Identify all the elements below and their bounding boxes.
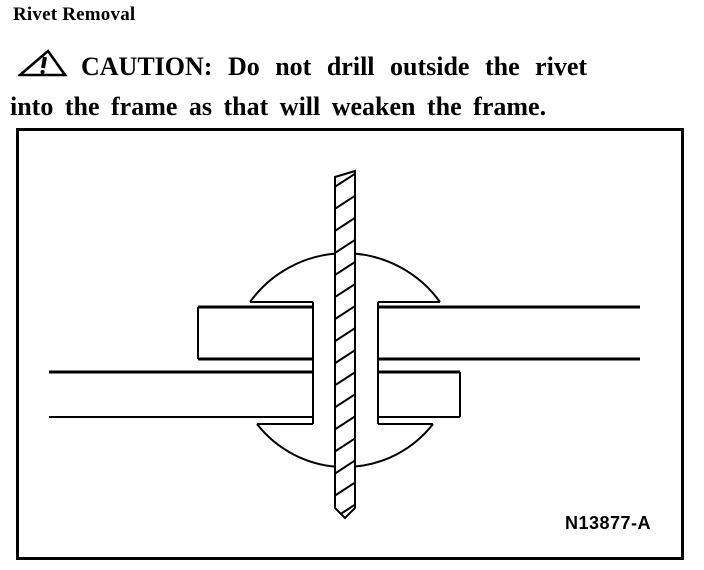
section-title: Rivet Removal [13, 4, 136, 25]
caution-line-1 [10, 48, 670, 88]
caution-line-2: into the frame as that will weaken the frame. [10, 92, 547, 121]
drill-bit [335, 171, 355, 518]
rivet-diagram [16, 128, 684, 560]
warning-triangle-icon [18, 49, 68, 88]
caution-note [10, 48, 670, 125]
caution-line-1-text: CAUTION: Do not drill outside the rivet [81, 52, 588, 81]
figure-id-label: N13877-A [564, 513, 651, 533]
figure-rivet-removal [16, 128, 684, 560]
